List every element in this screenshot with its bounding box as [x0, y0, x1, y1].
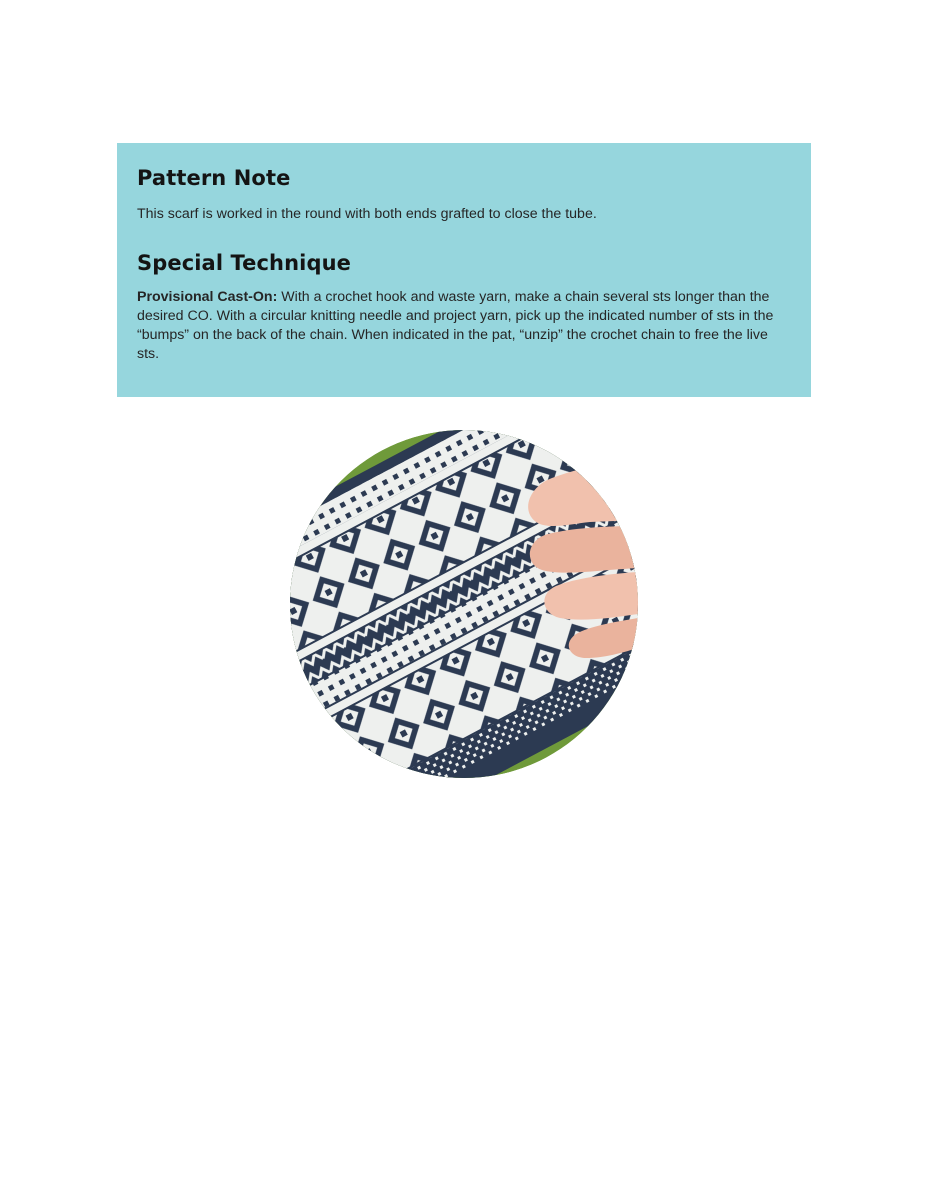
pattern-note-heading: Pattern Note	[137, 166, 291, 190]
special-technique-text	[137, 288, 791, 364]
info-box	[117, 143, 811, 397]
technique-description: With a crochet hook and waste yarn, make a chain several sts longer than the desired CO. With a circular knitting needle and project yarn, pick up the indicated number of sts in the “bumps” on the back of the chain. When indicated in the pat, “unzip” the crochet chain to free the live sts.	[137, 289, 774, 362]
scarf-photo	[290, 430, 638, 778]
knit-scarf-illustration	[290, 430, 638, 778]
pattern-note-text: This scarf is worked in the round with both ends grafted to close the tube.	[137, 206, 597, 222]
technique-term: Provisional Cast-On:	[137, 289, 278, 305]
special-technique-heading: Special Technique	[137, 251, 351, 275]
